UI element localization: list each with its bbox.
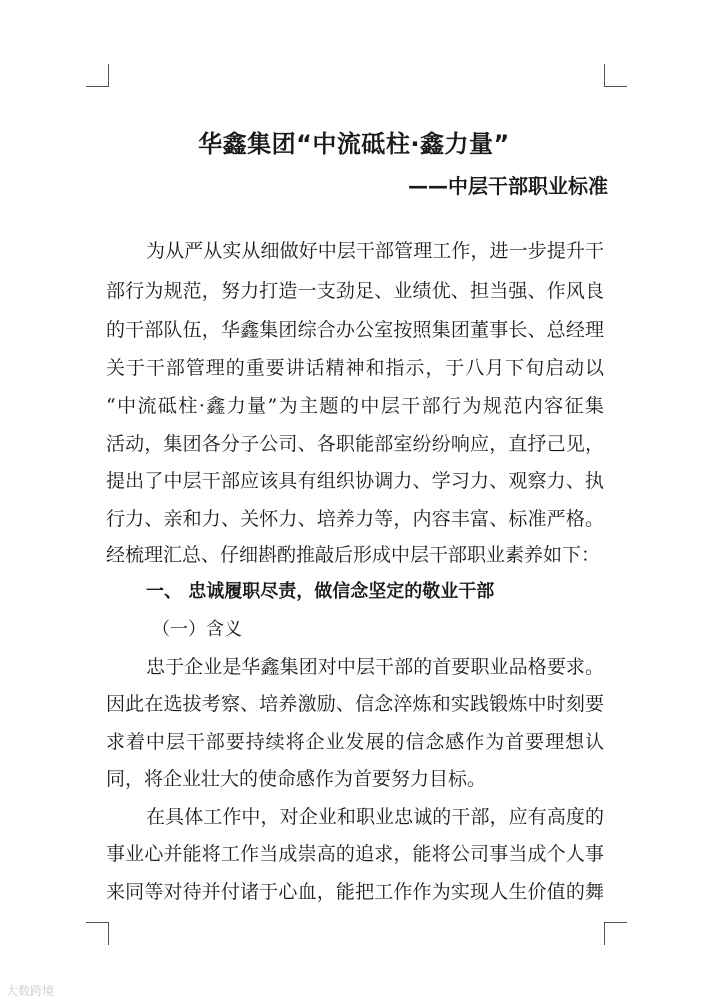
intro-line: 活动，集团各分子公司、各职能部室纷纷响应，直抒己见， xyxy=(106,433,604,455)
body-line: 来同等对待并付诸于心血，能把工作作为实现人生价值的舞 xyxy=(106,881,604,903)
document-subtitle: ——中层干部职业标准 xyxy=(408,174,608,198)
intro-line: 行力、亲和力、关怀力、培养力等，内容丰富、标准严格。 xyxy=(106,508,604,530)
document-title: 华鑫集团“中流砥柱·鑫力量” xyxy=(198,130,510,158)
intro-line: 部行为规范，努力打造一支劲足、业绩优、担当强、作风良 xyxy=(106,280,604,302)
body-line: 事业心并能将工作当成崇高的追求，能将公司事当成个人事 xyxy=(106,843,604,865)
section-heading: 一、 忠诚履职尽责，做信念坚定的敬业干部 xyxy=(146,581,495,602)
intro-line: 为从严从实从细做好中层干部管理工作，进一步提升干 xyxy=(146,240,604,262)
intro-line: “中流砥柱·鑫力量”为主题的中层干部行为规范内容征集 xyxy=(106,395,604,417)
crop-mark-bottom-right xyxy=(604,922,627,945)
intro-line: 提出了中层干部应该具有组织协调力、学习力、观察力、执 xyxy=(106,470,604,492)
intro-line: 的干部队伍，华鑫集团综合办公室按照集团董事长、总经理 xyxy=(106,319,604,341)
body-line: 求着中层干部要持续将企业发展的信念感作为首要理想认 xyxy=(106,731,604,753)
crop-mark-top-left xyxy=(86,64,109,87)
body-line: 因此在选拔考察、培养激励、信念淬炼和实践锻炼中时刻要 xyxy=(106,693,604,715)
intro-line: 关于干部管理的重要讲话精神和指示，于八月下旬启动以 xyxy=(106,357,604,379)
crop-mark-bottom-left xyxy=(86,922,109,945)
sub-heading: （一）含义 xyxy=(152,619,242,640)
crop-mark-top-right xyxy=(604,64,627,87)
body-line: 在具体工作中，对企业和职业忠诚的干部，应有高度的 xyxy=(146,806,604,828)
intro-line: 经梳理汇总、仔细斟酌推敲后形成中层干部职业素养如下： xyxy=(106,544,601,566)
body-line: 忠于企业是华鑫集团对中层干部的首要职业品格要求。 xyxy=(146,656,604,678)
watermark: 大数跨境 xyxy=(6,984,55,998)
body-line: 同，将企业壮大的使命感作为首要努力目标。 xyxy=(106,768,487,790)
